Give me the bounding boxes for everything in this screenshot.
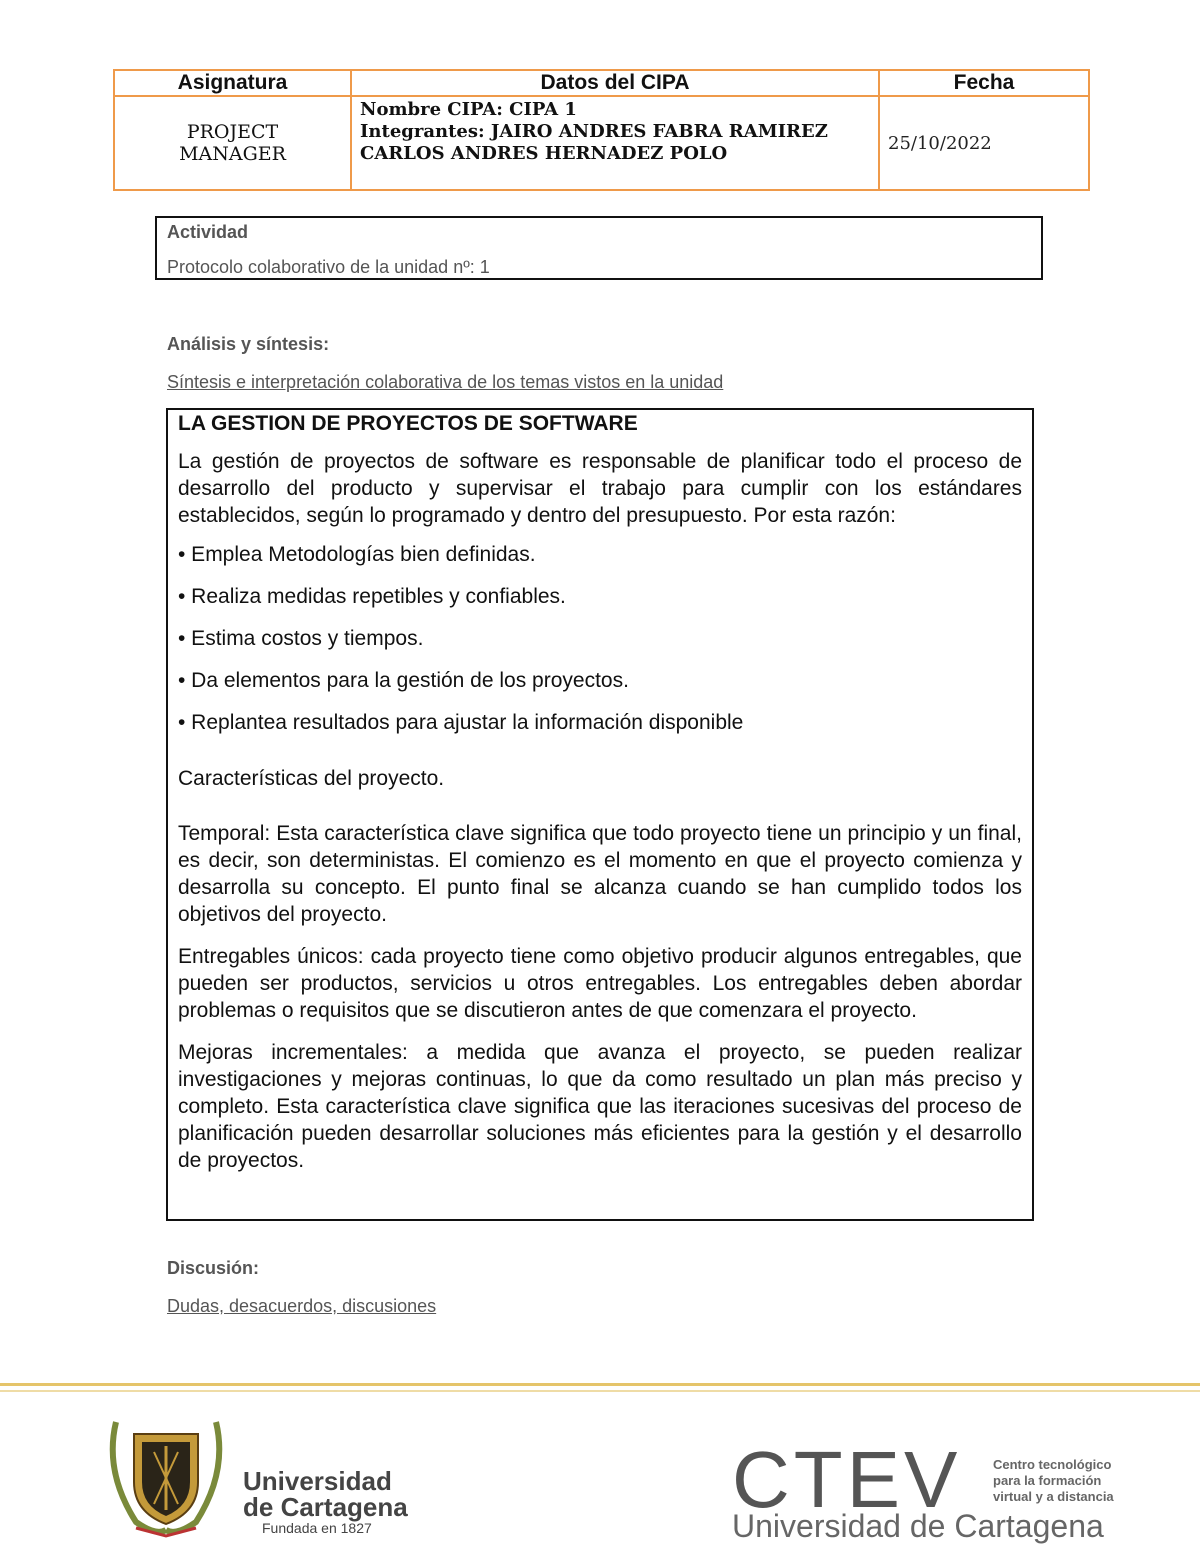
- analisis-link[interactable]: Síntesis e interpretación colaborativa de los temas vistos en la unidad: [167, 372, 724, 392]
- col-fecha: Fecha: [879, 70, 1089, 96]
- bullet-item: • Da elementos para la gestión de los proyectos.: [178, 669, 629, 692]
- content-intro: La gestión de proyectos de software es responsable de planificar todo el proceso de desarrollo del producto y supervisar el trabajo para cumplir con los estándares establecidos, según lo programado y dentro del presupuesto. Por esta razón:: [178, 450, 1022, 527]
- actividad-box: [155, 216, 1043, 280]
- actividad-label: Actividad: [167, 222, 249, 242]
- col-asignatura: Asignatura: [114, 70, 351, 96]
- caracteristicas-heading: Características del proyecto.: [178, 767, 445, 790]
- mejoras-paragraph: Mejoras incrementales: a medida que avanza el proyecto, se pueden realizar investigaciones y mejoras continuas, lo que da como resultado un plan más preciso y completo. Esta característica clave significa que las iteraciones sucesivas del proceso de planificación pueden desarrollar soluciones más eficientes para la gestión y el desarrollo de proyectos.: [178, 1041, 1022, 1172]
- ctev-sub: Universidad de Cartagena: [732, 1508, 1104, 1544]
- integrantes-2: CARLOS ANDRES HERNADEZ POLO: [360, 143, 728, 164]
- bullet-item: • Replantea resultados para ajustar la información disponible: [178, 711, 744, 734]
- udc-line3: Fundada en 1827: [262, 1520, 372, 1536]
- analisis-title: Análisis y síntesis:: [167, 334, 330, 354]
- nombre-cipa: Nombre CIPA: CIPA 1: [360, 99, 577, 120]
- integrantes-1: Integrantes: JAIRO ANDRES FABRA RAMIREZ: [360, 121, 828, 142]
- discusion-title: Discusión:: [167, 1258, 260, 1278]
- header-table: [113, 69, 1090, 191]
- bullet-item: • Estima costos y tiempos.: [178, 627, 424, 650]
- entregables-paragraph: Entregables únicos: cada proyecto tiene como objetivo producir algunos entregables, que pueden ser productos, servicios u otros entregables. Los entregables deben abordar problemas o requisitos que se discutieron antes de que comenzara el proyecto.: [178, 945, 1022, 1022]
- udc-line1: Universidad: [243, 1466, 392, 1496]
- fecha-cell: 25/10/2022: [879, 96, 1089, 190]
- temporal-paragraph: Temporal: Esta característica clave significa que todo proyecto tiene un principio y un final, es decir, son deterministas. El comienzo es el momento en que el proyecto comienza y desarrolla su concepto. El punto final se alcanza cuando se han cumplido todos los objetivos del proyecto.: [178, 822, 1022, 926]
- ctev-tag2: para la formación: [993, 1473, 1102, 1488]
- discusion-link[interactable]: Dudas, desacuerdos, discusiones: [167, 1296, 437, 1316]
- asignatura-line1: PROJECT: [186, 121, 279, 143]
- asignatura-cell: [114, 96, 351, 190]
- content-heading: LA GESTION DE PROYECTOS DE SOFTWARE: [178, 412, 638, 435]
- col-datos-cipa: Datos del CIPA: [351, 70, 879, 96]
- ctev-tag3: virtual y a distancia: [993, 1489, 1114, 1504]
- bullet-item: • Realiza medidas repetibles y confiables.: [178, 585, 566, 608]
- actividad-value: Protocolo colaborativo de la unidad nº: 1: [167, 257, 490, 277]
- university-crest-icon: [96, 1412, 236, 1540]
- asignatura-line2: MANAGER: [179, 143, 286, 165]
- datos-cell: [351, 96, 879, 190]
- footer-divider: [0, 1383, 1200, 1386]
- content-box: [166, 408, 1034, 1221]
- footer-divider-thin: [0, 1390, 1200, 1392]
- ctev-tag1: Centro tecnológico: [993, 1457, 1112, 1472]
- udc-line2: de Cartagena: [243, 1492, 408, 1522]
- ctev-logo: CTEV: [732, 1435, 962, 1524]
- bullet-item: • Emplea Metodologías bien definidas.: [178, 543, 536, 566]
